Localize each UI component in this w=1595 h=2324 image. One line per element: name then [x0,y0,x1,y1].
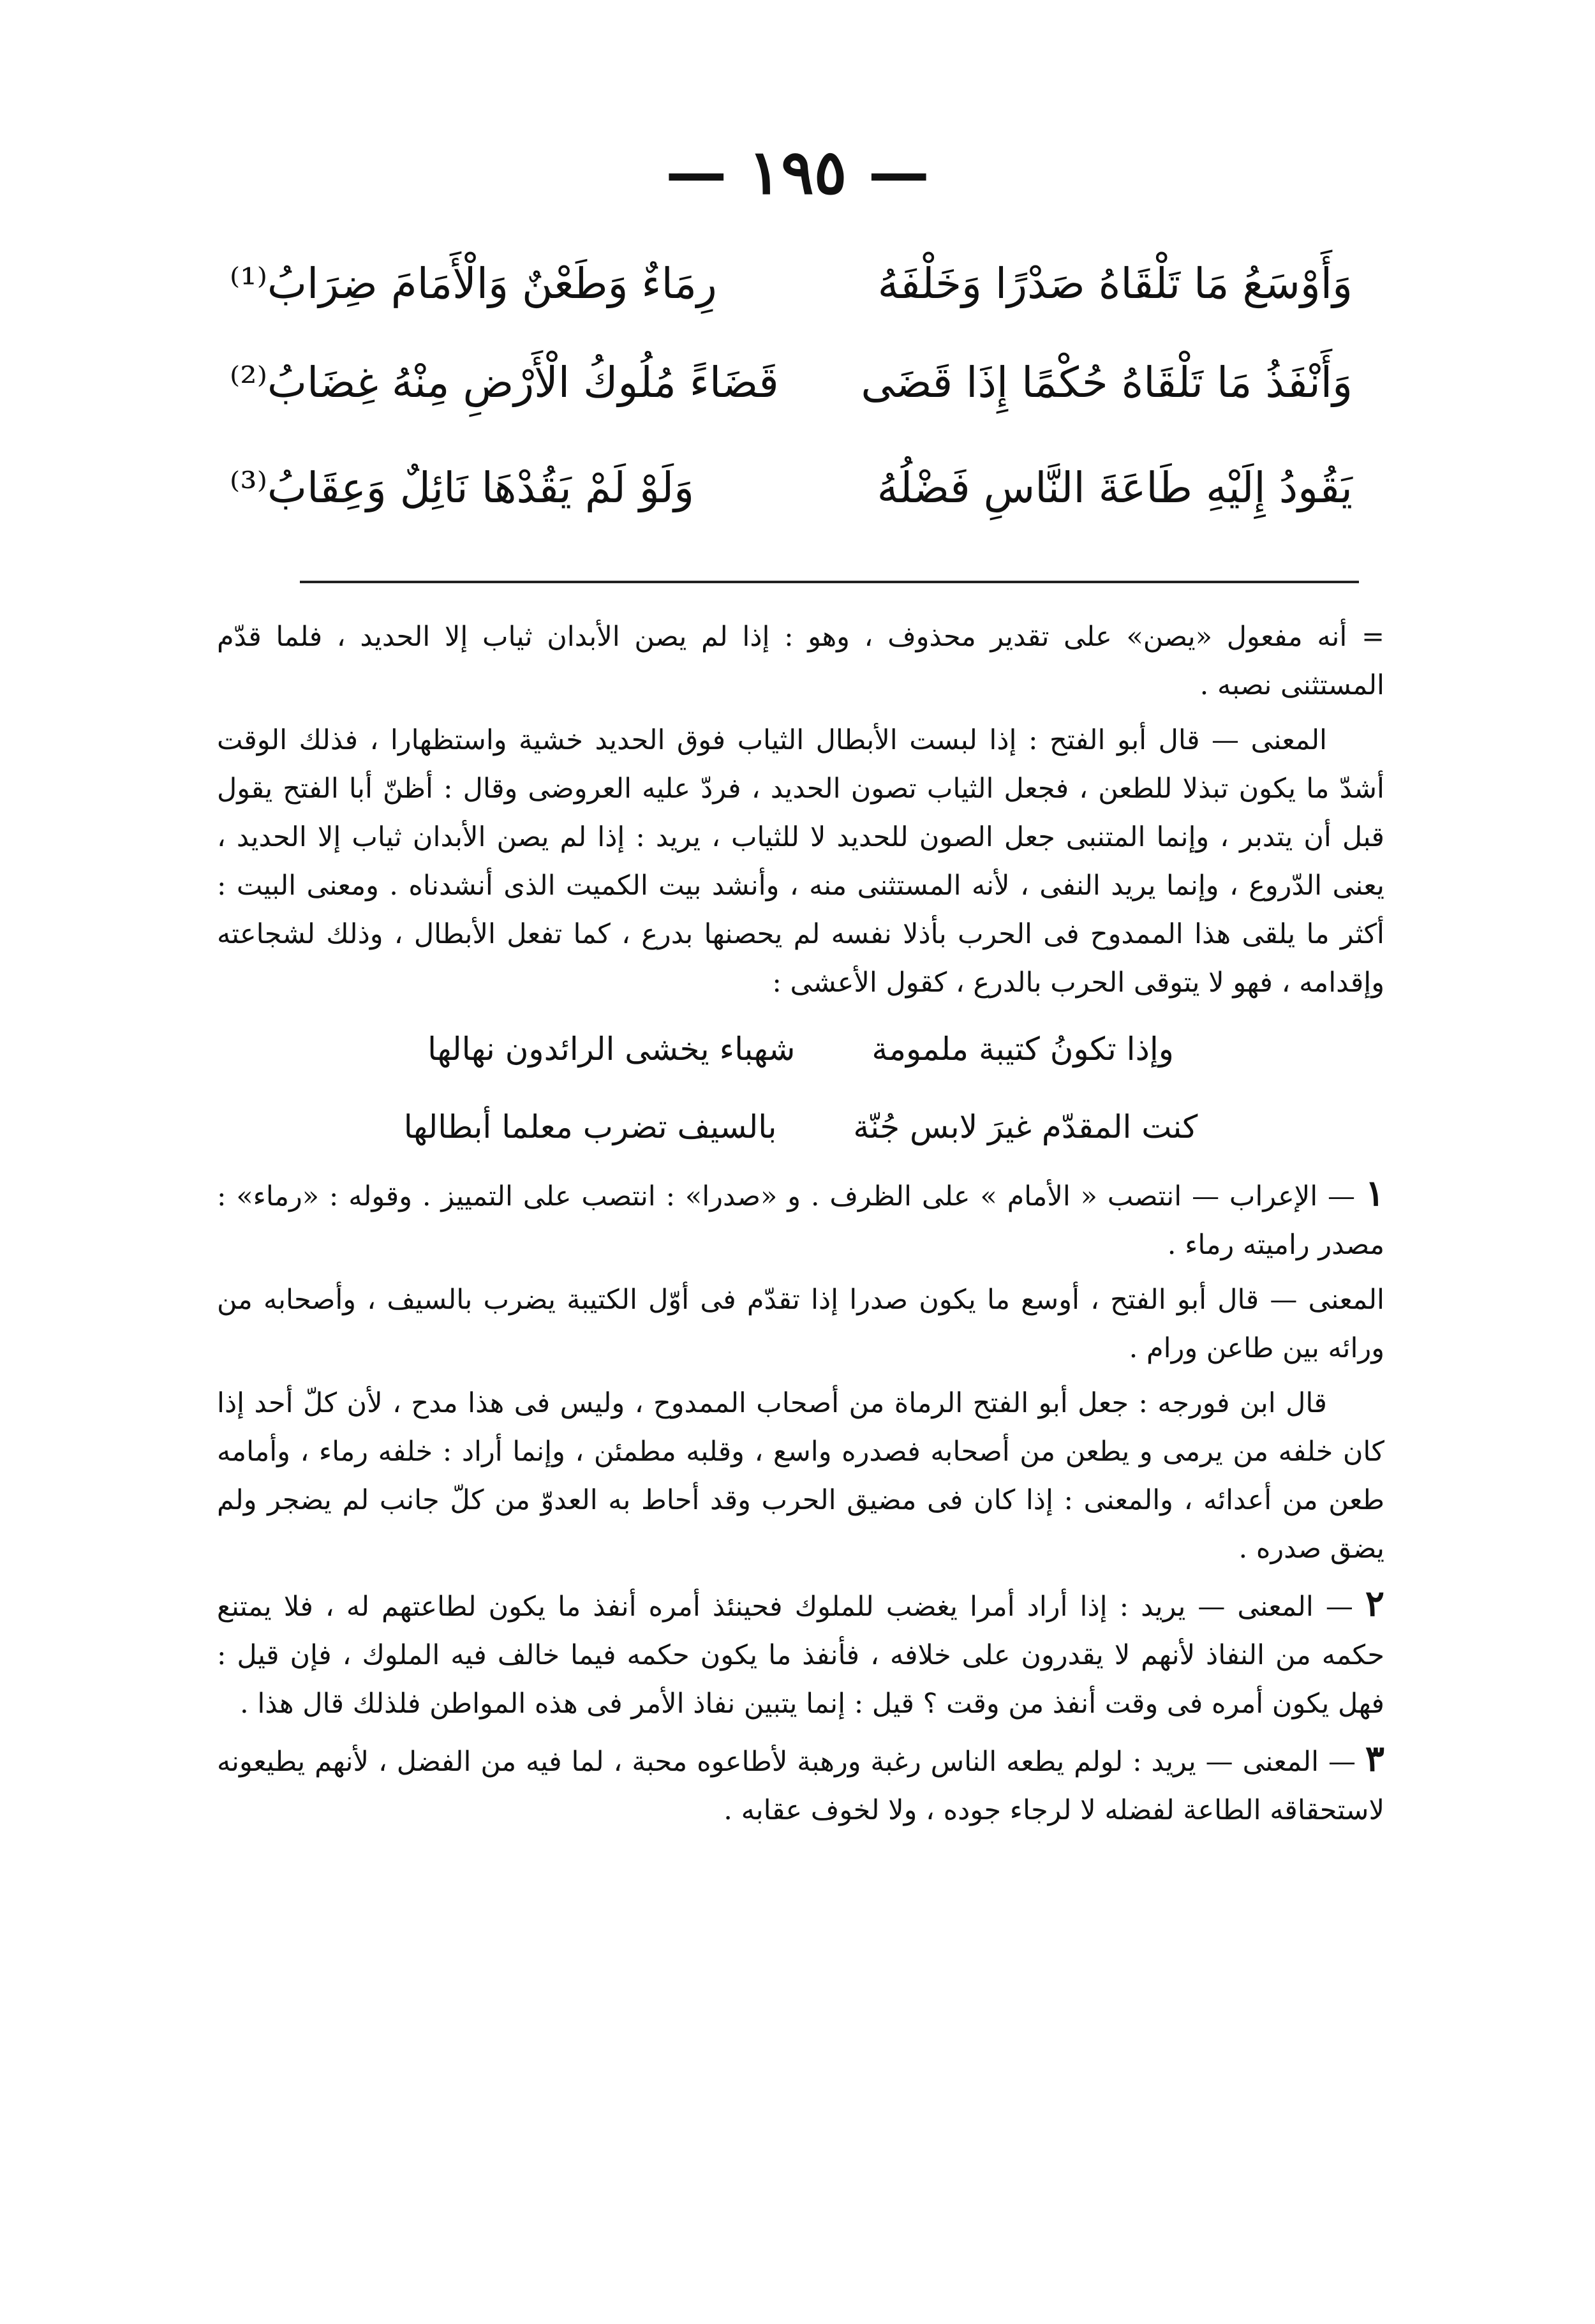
footnote-1-meaning: المعنى — قال أبو الفتح ، أوسع ما يكون صدرا إذا تقدّم فى أوّل الكتيبة يضرب بالسيف ، وأصحابه من ورائه بين طاعن ورام . [217,1284,1384,1364]
footnote-1 [217,1169,1384,1269]
separator-rule [300,581,1359,583]
commentary-meaning: المعنى — قال أبو الفتح : إذا لبست الأبطال الثياب فوق الحديد خشية واستظهارا ، فذلك الوقت أشدّ ما يكون تبذلا للطعن ، فجعل الثياب تصون الحديد ، فردّ عليه العروضى وقال : أظنّ أبا الفتح يقول قبل أن يتدبر ، وإنما المتنبى جعل الصون للحديد لا للثياب ، يريد : إذا لم يصن الأبدان ثياب إلا الحديد ، يعنى الدّروع ، وإنما يريد النفى ، لأنه المستثنى منه ، وأنشد بيت الكميت الذى أنشدناه . ومعنى البيت : أكثر ما يلقى هذا الممدوح فى الحرب بأذلا نفسه لم يحصنها بدرع ، كما تفعل الأبطال ، وذلك لشجاعته وإقدامه ، فهو لا يتوقى الحرب بالدرع ، كقول الأعشى : [217,724,1384,999]
footnote-3-number: ٣ [1365,1738,1384,1780]
footnote-1-number: ١ [1365,1172,1384,1214]
quoted-verse-1-b: شهباء يخشى الرائدون نهالها [427,1031,796,1068]
verse-3-second-hemistich: وَلَوْ لَمْ يَقُدْهَا نَائِلٌ وَعِقَابُ⁽³⁾ [230,463,694,512]
footnote-1-ibn-furja: قال ابن فورجه : جعل أبو الفتح الرماة من أصحاب الممدوح ، وليس فى هذا مدح ، لأن كلّ أحد إذا كان خلفه من يرمى و يطعن من أصحابه فصدره واسع ، وقلبه مطمئن ، وإنما أراد : خلفه رماء ، وأمامه طعن من أعدائه ، والمعنى : إذا كان فى مضيق الحرب وقد أحاط به العدوّ من كلّ جانب لم يضجر ولم يضق صدره . [217,1387,1384,1565]
verse-2-first-hemistich: وَأَنْفَذُ مَا تَلْقَاهُ حُكْمًا إِذَا قَضَى [861,358,1353,407]
quoted-verse-2-b: بالسيف تضرب معلما أبطالها [403,1108,777,1145]
verse-1-first-hemistich: وَأَوْسَعُ مَا تَلْقَاهُ صَدْرًا وَخَلْفَهُ [877,259,1353,308]
quoted-verse-1 [217,1013,1384,1085]
quoted-verse-2 [217,1091,1384,1163]
footnote-3 [217,1734,1384,1835]
footnote-3-text: — المعنى — يريد : لولم يطعه الناس رغبة ورهبة لأطاعوه محبة ، لما فيه من الفضل ، لأنهم يطيعونه لاستحقاقه الطاعة لفضله لا لرجاء جوده ، ولا لخوف عقابه . [217,1746,1384,1826]
quoted-verse-2-a: كنت المقدّم غيرَ لابس جُنّة [853,1108,1198,1145]
verse-2-second-hemistich: قَضَاءً مُلُوكُ الْأَرْضِ مِنْهُ غِضَابُ⁽²⁾ [230,358,779,407]
commentary-continuation: = أنه مفعول «يصن» على تقدير محذوف ، وهو : إذا لم يصن الأبدان ثياب إلا الحديد ، فلما قدّم المستثنى نصبه . [217,621,1384,701]
commentary-section [217,613,1384,1841]
verse-line-2 [230,341,1353,424]
page-number: — ١٩٥ — [665,136,930,208]
footnote-1-grammar: — الإعراب — انتصب « الأمام » على الظرف . و «صدرا» : انتصب على التمييز . وقوله : «رماء» : مصدر راميته رماء . [217,1181,1384,1261]
quoted-verse-1-a: وإذا تكونُ كتيبة ملمومة [872,1031,1174,1068]
verse-line-3 [230,447,1353,530]
footnote-2 [217,1579,1384,1728]
footnote-2-text: — المعنى — يريد : إذا أراد أمرا يغضب للملوك فحينئذ أمره أنفذ ما يكون لطاعتهم له ، فلا يمتنع حكمه من النفاذ لأنهم لا يقدرون على خلافه ، فأنفذ ما يكون حكمه فيما خالف فيه الملوك ، فإن قيل : فهل يكون أمره فى وقت أنفذ من وقت ؟ قيل : إنما يتبين نفاذ الأمر فى هذه المواطن فلذلك قال هذا . [217,1591,1384,1720]
footnote-2-number: ٢ [1365,1583,1384,1625]
verse-3-first-hemistich: يَقُودُ إِلَيْهِ طَاعَةَ النَّاسِ فَضْلُهُ [877,463,1353,512]
verse-1-second-hemistich: رِمَاءٌ وَطَعْنٌ وَالْأَمَامَ ضِرَابُ⁽¹⁾ [230,259,717,308]
verse-line-1 [230,242,1353,325]
